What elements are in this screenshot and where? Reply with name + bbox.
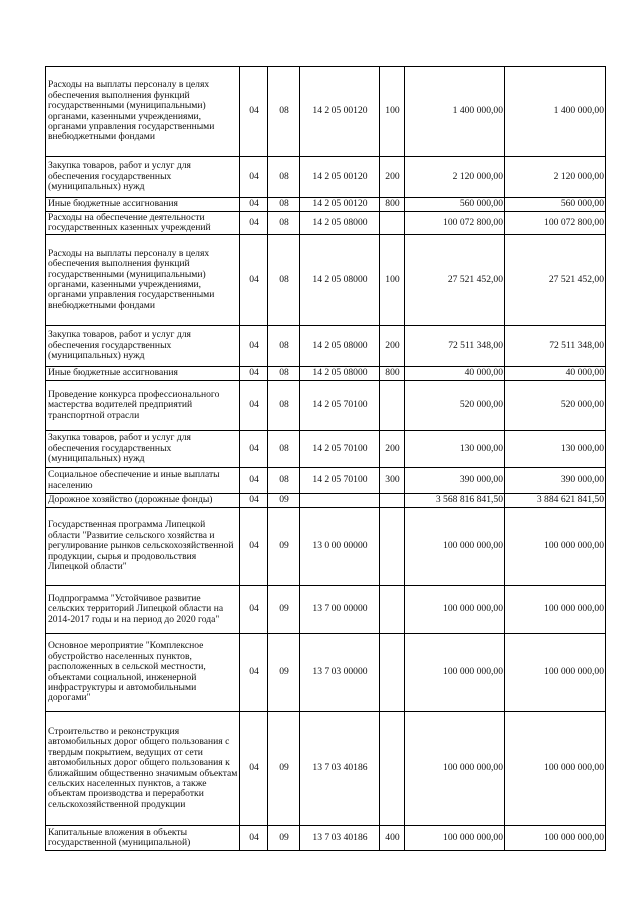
row-amount-year2: 100 072 800,00 bbox=[505, 212, 606, 235]
row-amount-year1: 1 400 000,00 bbox=[405, 67, 505, 157]
row-amount-year1: 560 000,00 bbox=[405, 198, 505, 212]
row-subsection: 09 bbox=[268, 494, 300, 508]
row-amount-year1: 520 000,00 bbox=[405, 381, 505, 431]
row-expense-type: 200 bbox=[380, 326, 405, 367]
table-row bbox=[46, 468, 606, 494]
row-name: Дорожное хозяйство (дорожные фонды) bbox=[46, 494, 240, 508]
row-section: 04 bbox=[240, 494, 268, 508]
row-amount-year2: 100 000 000,00 bbox=[505, 712, 606, 826]
table-row bbox=[46, 381, 606, 431]
row-subsection: 08 bbox=[268, 212, 300, 235]
table-row bbox=[46, 494, 606, 508]
row-name: Подпрограмма "Устойчивое развитие сельских территорий Липецкой области на 2014-2017 годы и на период до 2020 года" bbox=[46, 586, 240, 634]
row-amount-year2: 520 000,00 bbox=[505, 381, 606, 431]
row-section: 04 bbox=[240, 468, 268, 494]
row-amount-year2: 27 521 452,00 bbox=[505, 235, 606, 326]
row-amount-year1: 100 000 000,00 bbox=[405, 712, 505, 826]
row-subsection: 09 bbox=[268, 634, 300, 712]
row-expense-type: 100 bbox=[380, 67, 405, 157]
row-amount-year2: 100 000 000,00 bbox=[505, 826, 606, 851]
row-amount-year1: 100 072 800,00 bbox=[405, 212, 505, 235]
row-subsection: 08 bbox=[268, 431, 300, 468]
row-expense-type: 200 bbox=[380, 431, 405, 468]
row-subsection: 09 bbox=[268, 826, 300, 851]
row-target-article: 14 2 05 08000 bbox=[300, 326, 380, 367]
row-amount-year2: 2 120 000,00 bbox=[505, 157, 606, 198]
row-amount-year1: 100 000 000,00 bbox=[405, 634, 505, 712]
row-name: Закупка товаров, работ и услуг для обеспечения государственных (муниципальных) нужд bbox=[46, 326, 240, 367]
table-row bbox=[46, 198, 606, 212]
row-amount-year2: 100 000 000,00 bbox=[505, 508, 606, 586]
row-name: Иные бюджетные ассигнования bbox=[46, 367, 240, 381]
row-section: 04 bbox=[240, 508, 268, 586]
row-subsection: 08 bbox=[268, 326, 300, 367]
row-amount-year2: 390 000,00 bbox=[505, 468, 606, 494]
row-expense-type: 100 bbox=[380, 235, 405, 326]
row-amount-year2: 3 884 621 841,50 bbox=[505, 494, 606, 508]
row-target-article: 13 7 00 00000 bbox=[300, 586, 380, 634]
row-expense-type: 800 bbox=[380, 198, 405, 212]
row-amount-year2: 72 511 348,00 bbox=[505, 326, 606, 367]
row-amount-year1: 130 000,00 bbox=[405, 431, 505, 468]
row-amount-year1: 100 000 000,00 bbox=[405, 826, 505, 851]
row-section: 04 bbox=[240, 431, 268, 468]
row-amount-year2: 40 000,00 bbox=[505, 367, 606, 381]
row-amount-year1: 40 000,00 bbox=[405, 367, 505, 381]
row-section: 04 bbox=[240, 367, 268, 381]
table-row bbox=[46, 326, 606, 367]
row-subsection: 08 bbox=[268, 157, 300, 198]
row-expense-type bbox=[380, 586, 405, 634]
row-expense-type bbox=[380, 381, 405, 431]
row-target-article: 14 2 05 08000 bbox=[300, 367, 380, 381]
row-target-article: 14 2 05 70100 bbox=[300, 468, 380, 494]
row-amount-year1: 390 000,00 bbox=[405, 468, 505, 494]
row-amount-year1: 2 120 000,00 bbox=[405, 157, 505, 198]
budget-table bbox=[45, 66, 606, 851]
row-expense-type bbox=[380, 212, 405, 235]
row-amount-year1: 100 000 000,00 bbox=[405, 586, 505, 634]
table-row bbox=[46, 508, 606, 586]
row-target-article: 13 7 03 00000 bbox=[300, 634, 380, 712]
row-section: 04 bbox=[240, 198, 268, 212]
row-target-article: 14 2 05 08000 bbox=[300, 235, 380, 326]
table-row bbox=[46, 235, 606, 326]
row-target-article: 13 7 03 40186 bbox=[300, 712, 380, 826]
table-row bbox=[46, 67, 606, 157]
row-subsection: 08 bbox=[268, 235, 300, 326]
row-amount-year2: 560 000,00 bbox=[505, 198, 606, 212]
row-name: Расходы на выплаты персоналу в целях обеспечения выполнения функций государственными (муниципальными) органами, казенными учреждениями, органами управления государственными внебюджетными фондами bbox=[46, 235, 240, 326]
row-name: Проведение конкурса профессионального мастерства водителей предприятий транспортной отрасли bbox=[46, 381, 240, 431]
row-target-article: 14 2 05 70100 bbox=[300, 431, 380, 468]
row-target-article: 14 2 05 00120 bbox=[300, 157, 380, 198]
table-row bbox=[46, 157, 606, 198]
row-name: Расходы на выплаты персоналу в целях обеспечения выполнения функций государственными (муниципальными) органами, казенными учреждениями, органами управления государственными внебюджетными фондами bbox=[46, 67, 240, 157]
row-name: Государственная программа Липецкой области "Развитие сельского хозяйства и регулирование рынков сельскохозяйственной продукции, сырья и продовольствия Липецкой области" bbox=[46, 508, 240, 586]
row-target-article: 14 2 05 08000 bbox=[300, 212, 380, 235]
table-row bbox=[46, 367, 606, 381]
row-amount-year2: 1 400 000,00 bbox=[505, 67, 606, 157]
row-target-article: 13 0 00 00000 bbox=[300, 508, 380, 586]
row-name: Строительство и реконструкция автомобильных дорог общего пользования с твердым покрытием, ведущих от сети автомобильных дорог общего пользования к ближайшим общественно значимым объектам сельских населенных пунктов, а также объектам производства и переработки сельскохозяйственной продукции bbox=[46, 712, 240, 826]
table-row bbox=[46, 586, 606, 634]
row-subsection: 08 bbox=[268, 367, 300, 381]
row-expense-type: 300 bbox=[380, 468, 405, 494]
row-name: Расходы на обеспечение деятельности государственных казенных учреждений bbox=[46, 212, 240, 235]
row-subsection: 08 bbox=[268, 67, 300, 157]
table-row bbox=[46, 634, 606, 712]
row-subsection: 09 bbox=[268, 712, 300, 826]
row-expense-type: 800 bbox=[380, 367, 405, 381]
row-expense-type: 200 bbox=[380, 157, 405, 198]
table-row bbox=[46, 431, 606, 468]
row-section: 04 bbox=[240, 326, 268, 367]
row-target-article: 14 2 05 00120 bbox=[300, 67, 380, 157]
row-section: 04 bbox=[240, 634, 268, 712]
row-subsection: 08 bbox=[268, 468, 300, 494]
table-row bbox=[46, 712, 606, 826]
row-name: Основное мероприятие "Комплексное обустройство населенных пунктов, расположенных в сельской местности, объектами социальной, инженерной инфраструктуры и автомобильными дорогами" bbox=[46, 634, 240, 712]
row-amount-year2: 130 000,00 bbox=[505, 431, 606, 468]
row-section: 04 bbox=[240, 586, 268, 634]
row-amount-year1: 3 568 816 841,50 bbox=[405, 494, 505, 508]
row-section: 04 bbox=[240, 67, 268, 157]
row-subsection: 09 bbox=[268, 508, 300, 586]
row-amount-year1: 72 511 348,00 bbox=[405, 326, 505, 367]
row-expense-type: 400 bbox=[380, 826, 405, 851]
row-name: Социальное обеспечение и иные выплаты населению bbox=[46, 468, 240, 494]
table-body bbox=[46, 67, 606, 851]
row-subsection: 09 bbox=[268, 586, 300, 634]
row-section: 04 bbox=[240, 157, 268, 198]
row-name: Капитальные вложения в объекты государственной (муниципальной) bbox=[46, 826, 240, 851]
row-amount-year1: 27 521 452,00 bbox=[405, 235, 505, 326]
row-section: 04 bbox=[240, 235, 268, 326]
row-subsection: 08 bbox=[268, 198, 300, 212]
row-amount-year2: 100 000 000,00 bbox=[505, 586, 606, 634]
row-section: 04 bbox=[240, 826, 268, 851]
table-row bbox=[46, 212, 606, 235]
row-amount-year2: 100 000 000,00 bbox=[505, 634, 606, 712]
table-row bbox=[46, 826, 606, 851]
row-expense-type bbox=[380, 508, 405, 586]
row-expense-type bbox=[380, 712, 405, 826]
row-target-article: 14 2 05 70100 bbox=[300, 381, 380, 431]
row-name: Закупка товаров, работ и услуг для обеспечения государственных (муниципальных) нужд bbox=[46, 431, 240, 468]
row-expense-type bbox=[380, 634, 405, 712]
row-section: 04 bbox=[240, 381, 268, 431]
row-subsection: 08 bbox=[268, 381, 300, 431]
row-section: 04 bbox=[240, 712, 268, 826]
row-name: Закупка товаров, работ и услуг для обеспечения государственных (муниципальных) нужд bbox=[46, 157, 240, 198]
row-target-article: 14 2 05 00120 bbox=[300, 198, 380, 212]
row-target-article bbox=[300, 494, 380, 508]
row-name: Иные бюджетные ассигнования bbox=[46, 198, 240, 212]
row-amount-year1: 100 000 000,00 bbox=[405, 508, 505, 586]
row-expense-type bbox=[380, 494, 405, 508]
row-section: 04 bbox=[240, 212, 268, 235]
row-target-article: 13 7 03 40186 bbox=[300, 826, 380, 851]
